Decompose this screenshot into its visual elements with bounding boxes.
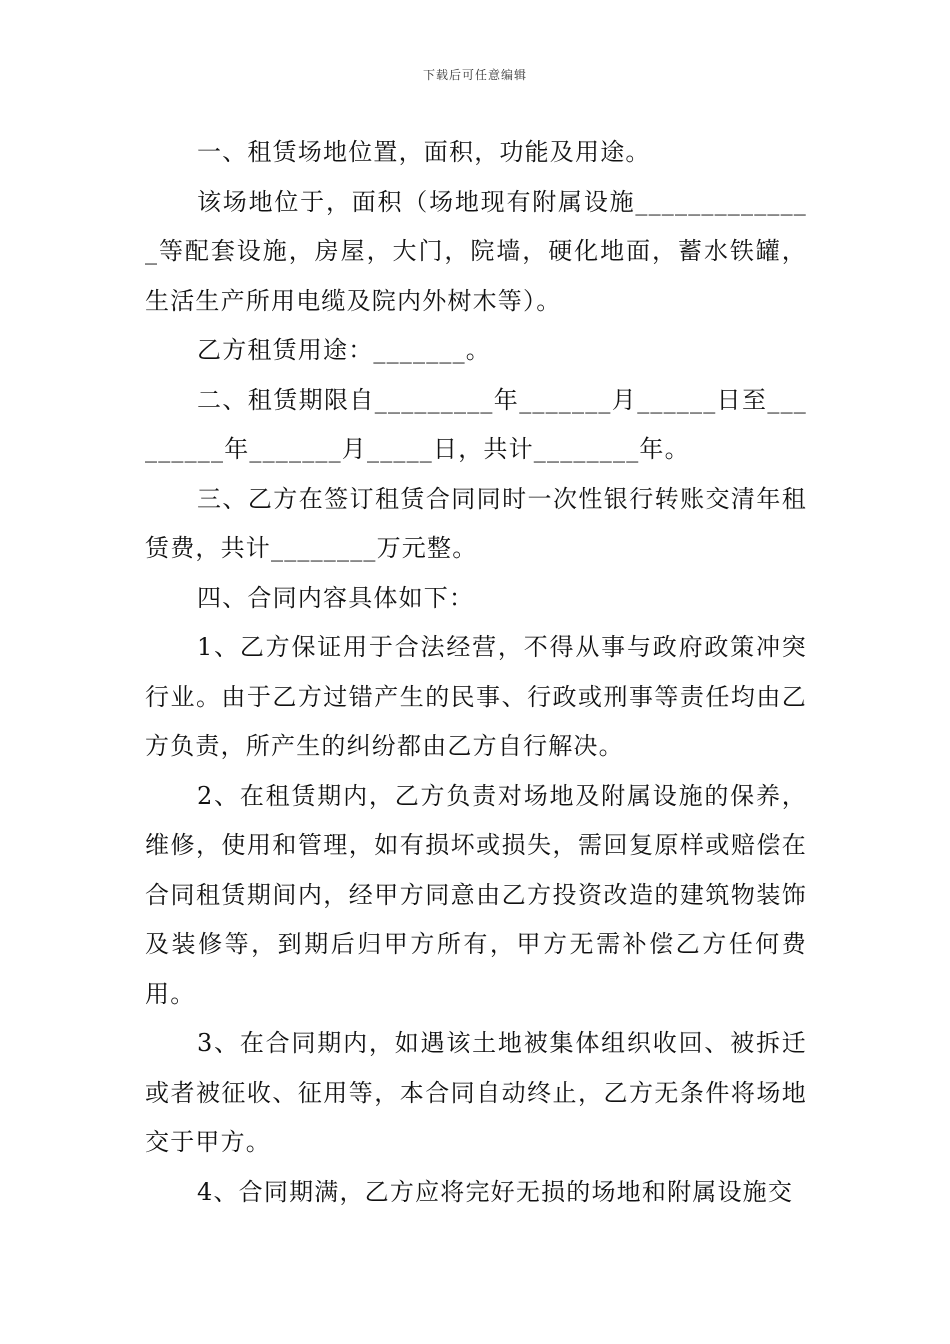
site-description-paragraph: 该场地位于，面积（场地现有附属设施______________等配套设施，房屋，大门，院墙，硬化地面，蓄水铁罐，生活生产所用电缆及院内外树木等）。 (145, 187, 807, 315)
section-3-rent-payment: 三、乙方在签订租赁合同同时一次性银行转账交清年租赁费，共计________万元整。 (145, 484, 807, 562)
page-header-note: 下载后可任意编辑 (422, 68, 527, 82)
clause-4-expiry: 4、合同期满，乙方应将完好无损的场地和附属设施交 (197, 1177, 794, 1206)
section-2-lease-term: 二、租赁期限自_________年_______月______日至_________年_______月_____日，共计________年。 (145, 385, 807, 463)
section-1-location: 一、租赁场地位置，面积，功能及用途。 (197, 138, 651, 166)
section-4-heading: 四、合同内容具体如下： (197, 583, 475, 612)
lease-purpose-paragraph: 乙方租赁用途：_______。 (197, 336, 491, 364)
clause-2-maintenance: 2、在租赁期内，乙方负责对场地及附属设施的保养，维修，使用和管理，如有损坏或损失，需回复原样或赔偿在合同租赁期间内，经甲方同意由乙方投资改造的建筑物装饰及装修等，到期后归甲方所有，甲方无需补偿乙方任何费用。 (145, 781, 807, 1008)
contract-body (145, 128, 807, 1217)
clause-3-termination: 3、在合同期内，如遇该土地被集体组织收回、被拆迁或者被征收、征用等，本合同自动终止，乙方无条件将场地交于甲方。 (145, 1029, 807, 1156)
clause-1-legal-operation: 1、乙方保证用于合法经营，不得从事与政府政策冲突行业。由于乙方过错产生的民事、行政或刑事等责任均由乙方负责，所产生的纠纷都由乙方自行解决。 (145, 633, 807, 760)
